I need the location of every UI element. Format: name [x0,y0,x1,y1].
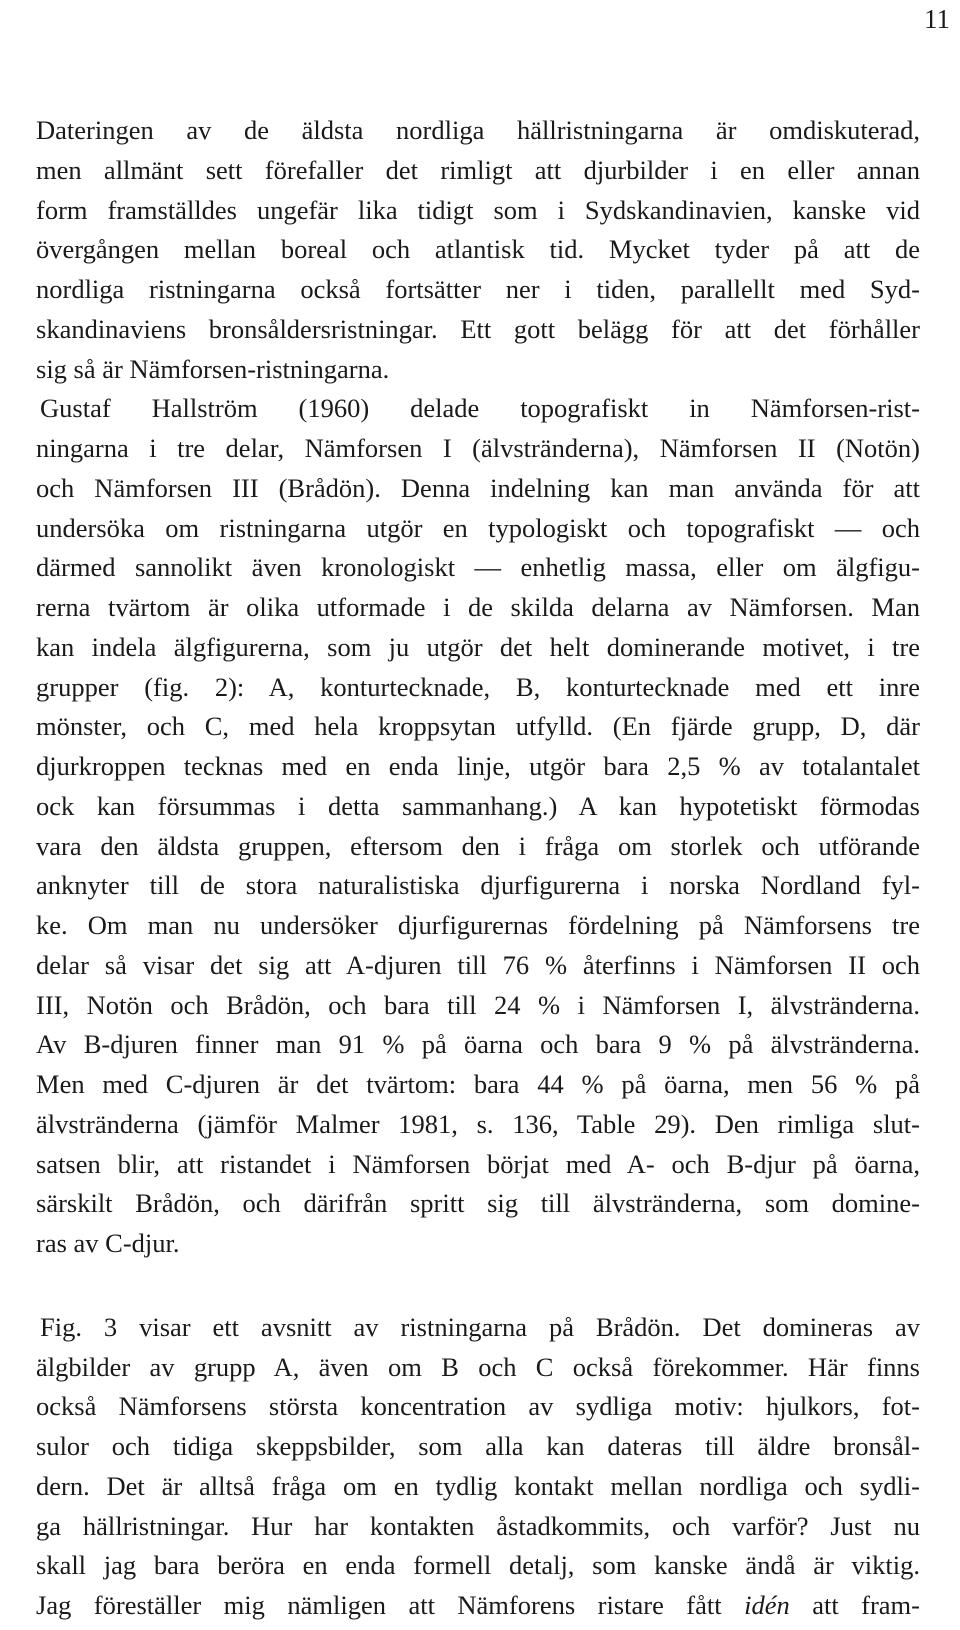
paragraph-1-line-4: övergången mellan boreal och atlantisk tid. Mycket tyder på att de [36,234,920,265]
paragraph-2-line-8-end: att fram- [789,1590,920,1620]
paragraph-1-line-11: undersöka om ristningarna utgör en typologiskt och topografiskt — och [36,512,920,543]
paragraph-1-line-21: ke. Om man nu undersöker djurfigurernas fördelning på Nämforsens tre [36,910,920,940]
paragraph-2-line-8-start: Jag föreställer mig nämligen att Nämforens ristare fått [36,1590,745,1620]
paragraph-1-line-6: skandinaviens bronsåldersristningar. Ett gott belägg för att det förhåller [36,313,920,344]
paragraph-1-line-15: grupper (fig. 2): A, konturtecknade, B, konturtecknade med ett inre [36,671,920,702]
paragraph-1-line-2: men allmänt sett förefaller det rimligt att djurbilder i en eller annan [36,154,920,185]
paragraph-1-line-10: och Nämforsen III (Brådön). Denna indelning kan man använda för att [36,472,920,503]
paragraph-2-line-8 [36,1588,920,1622]
paragraph-1-line-8: Gustaf Hallström (1960) delade topografiskt in Nämforsen-rist- [40,393,920,424]
paragraph-2-line-6: ga hällristningar. Hur har kontakten åstadkommits, och varför? Just nu [36,1510,920,1541]
paragraph-2-line-4: sulor och tidiga skeppsbilder, som alla kan dateras till äldre bronsål- [36,1431,920,1461]
paragraph-1-line-12: därmed sannolikt även kronologiskt — enhetlig massa, eller om älgfigu- [36,552,920,583]
paragraph-1-line-9: ningarna i tre delar, Nämforsen I (älvstränderna), Nämforsen II (Notön) [36,433,920,463]
paragraph-1-line-16: mönster, och C, med hela kroppsytan utfylld. (En fjärde grupp, D, där [36,711,920,742]
paragraph-1-line-20: anknyter till de stora naturalistiska djurfigurerna i norska Nordland fyl- [36,870,920,901]
paragraph-1-line-17: djurkroppen tecknas med en enda linje, utgör bara 2,5 % av totalantalet [36,751,920,781]
paragraph-1-line-22: delar så visar det sig att A-djuren till 76 % återfinns i Nämforsen II och [36,949,920,980]
paragraph-1-line-25: Men med C-djuren är det tvärtom: bara 44 % på öarna, men 56 % på [36,1069,920,1099]
paragraph-1-line-13: rerna tvärtom är olika utformade i de skilda delarna av Nämforsen. Man [36,592,920,622]
paragraph-1-line-18: ock kan försummas i detta sammanhang.) A kan hypotetiskt förmodas [36,790,920,821]
page-number: 11 [924,4,950,34]
paragraph-1-line-1: Dateringen av de äldsta nordliga hällristningarna är omdiskuterad, [36,115,920,145]
paragraph-2-line-7: skall jag bara beröra en enda formell detalj, som kanske ändå är viktig. [36,1550,920,1581]
paragraph-1-line-27: satsen blir, att ristandet i Nämforsen börjat med A- och B-djur på öarna, [36,1148,920,1179]
paragraph-2-line-1: Fig. 3 visar ett avsnitt av ristningarna på Brådön. Det domineras av [40,1311,920,1342]
paragraph-1-line-14: kan indela älgfigurerna, som ju utgör det helt dominerande motivet, i tre [36,631,920,662]
paragraph-1-line-19: vara den äldsta gruppen, eftersom den i fråga om storlek och utförande [36,830,920,861]
paragraph-2-line-3: också Nämforsens största koncentration av sydliga motiv: hjulkors, fot- [36,1391,920,1422]
paragraph-1-line-24: Av B-djuren finner man 91 % på öarna och bara 9 % på älvstränderna. [36,1029,920,1060]
paragraph-1-line-29: ras av C-djur. [36,1228,180,1258]
paragraph-2-line-5: dern. Det är alltså fråga om en tydlig kontakt mellan nordliga och sydli- [36,1470,920,1501]
paragraph-1-line-5: nordliga ristningarna också fortsätter ner i tiden, parallellt med Syd- [36,274,920,304]
emphasis-iden: idén [744,1590,790,1620]
paragraph-1-line-7: sig så är Nämforsen-ristningarna. [36,353,390,384]
paragraph-2-line-2: älgbilder av grupp A, även om B och C också förekommer. Här finns [36,1351,920,1382]
paragraph-1-line-28: särskilt Brådön, och därifrån spritt sig till älvstränderna, som domine- [36,1188,920,1219]
paragraph-1-line-23: III, Notön och Brådön, och bara till 24 % i Nämforsen I, älvstränderna. [36,989,920,1020]
paragraph-1-line-3: form framställdes ungefär lika tidigt som i Sydskandinavien, kanske vid [36,194,920,225]
paragraph-1-line-26: älvstränderna (jämför Malmer 1981, s. 136, Table 29). Den rimliga slut- [36,1108,920,1139]
